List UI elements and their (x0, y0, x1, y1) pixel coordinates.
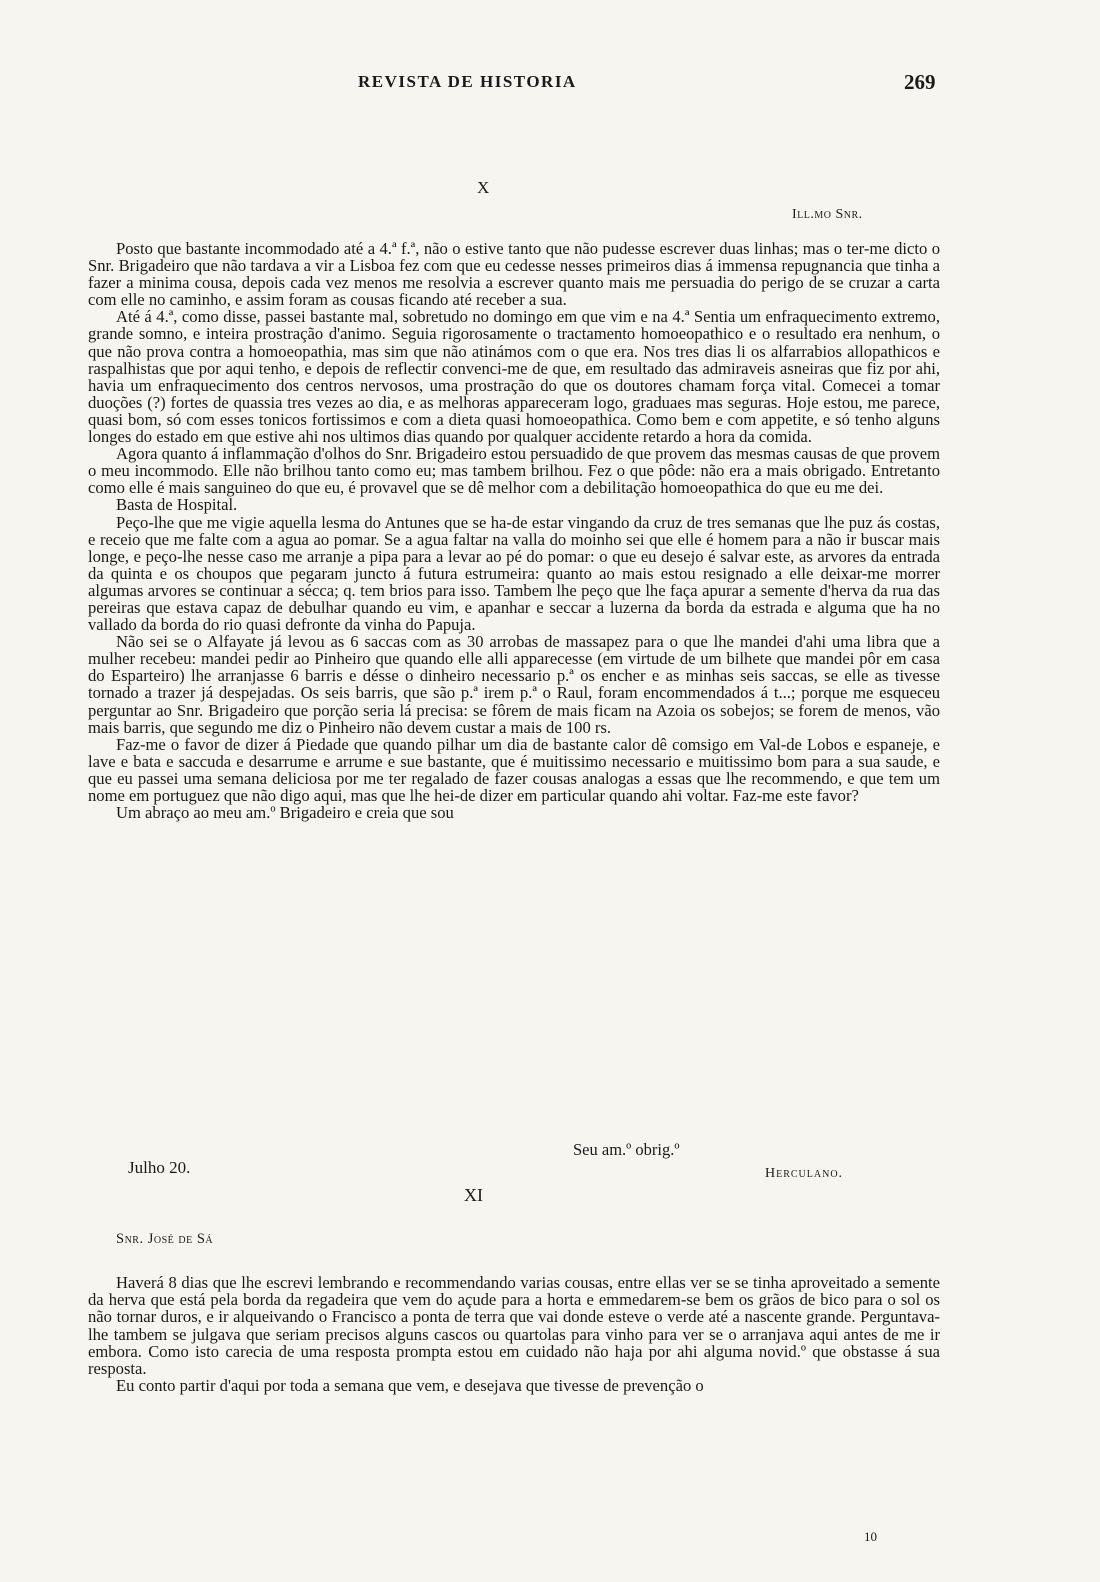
paragraph: Eu conto partir d'aqui por toda a semana que vem, e desejava que tivesse de prevenção o (116, 1376, 704, 1396)
letter-x-body (88, 240, 940, 821)
paragraph: Basta de Hospital. (116, 495, 238, 515)
letter-x-date: Julho 20. (128, 1158, 191, 1177)
printer-signature-mark: 10 (864, 1529, 877, 1544)
letter-x-salutation: Ill.mo Snr. (792, 207, 863, 222)
letter-x-signature: Herculano. (765, 1166, 844, 1181)
paragraph: Posto que bastante incommodado até a 4.ª f.ª, não o estive tanto que não pudesse escrever duas linhas; mas o ter-me dicto o Snr. Brigadeiro que não tardava a vir a Lisboa fez com que eu cedesse nesses primeiros dias á immensa repugnancia que tinha a fazer a minima cousa, depois cada vez menos me resolvia a escrever quanto mais me persuadia do perigo de se cruzar a carta com elle no caminho, e assim foram as cousas ficando até receber a sua. (88, 239, 940, 310)
paragraph: Um abraço ao meu am.º Brigadeiro e creia que sou (116, 803, 454, 823)
letter-x-signoff: Seu am.º obrig.º (573, 1140, 680, 1159)
paragraph: Peço-lhe que me vigie aquella lesma do Antunes que se ha-de estar vingando da cruz de tres semanas que lhe puz ás costas, e receio que me falte com a agua ao pomar. Se a agua faltar na valla do moinho sei que elle é homem para a não ir buscar mais longe, e peço-lhe nesse caso me arranje a pipa para a levar ao pé do pomar: o que eu desejo é salvar este, as arvores da entrada da quinta e os choupos que pegaram juncto á futura estrumeira: quanto ao mais estou resignado a elle deixar-me morrer algumas arvores se continuar a sécca; q. tem brios para isso. Tambem lhe peço que lhe faça apurar a semente d'herva da rua das pereiras que estava capaz de debulhar quando eu vim, e apanhar e seccar a luzerna da borda da estrada e alguma que ha no vallado da borda do rio quasi defronte da vinha do Papuja. (88, 512, 940, 635)
letter-x-numeral: X (477, 178, 490, 197)
paragraph: Agora quanto á inflammação d'olhos do Snr. Brigadeiro estou persuadido de que provem das mesmas causas de que provem o meu incommodo. Elle não brilhou tanto como eu; mas tambem brilhou. Fez o que pôde: não era a mais obrigado. Entretanto como elle é mais sanguineo do que eu, é provavel que se dê melhor com a debilitação homoeopathica do que eu me dei. (88, 444, 940, 498)
page-number: 269 (904, 70, 936, 94)
running-title: REVISTA DE HISTORIA (358, 72, 577, 91)
letter-xi-body (88, 1274, 940, 1394)
letter-xi-numeral: XI (464, 1185, 483, 1205)
paragraph: Até á 4.ª, como disse, passei bastante mal, sobretudo no domingo em que vim e na 4.ª Sentia um enfraquecimento extremo, grande somno, e inteira prostração d'animo. Seguia rigorosamente o tractamento homoeopathico e o resultado era nenhum, o que não prova contra a homoeopathia, mas sim que não atinámos com o que era. Nos tres dias li os alfarrabios allopathicos e raspalhistas que por aqui tenho, e depois de reflectir convenci-me de que, em resultado das admiraveis asneiras que fiz por ahi, havia um enfraquecimento dos centros nervosos, uma prostração do que os doutores chamam força vital. Comecei a tomar duoções (?) fortes de quassia tres vezes ao dia, e as melhoras appareceram logo, graduaes mas seguras. Hoje estou, me parece, quasi bom, só com esses tonicos fortissimos e com a dieta quasi homoeopathica. Como bem e com appetite, e só tenho alguns longes do estado em que estive ahi nos ultimos dias quando por qualquer accidente retardo a hora da comida. (88, 307, 940, 447)
paragraph: Não sei se o Alfayate já levou as 6 saccas com as 30 arrobas de massapez para o que lhe mandei d'ahi uma libra que a mulher recebeu: mandei pedir ao Pinheiro que quando elle alli apparecesse (em virtude de um bilhete que mandei pôr em casa do Esparteiro) lhe arranjasse 6 barris e désse o dinheiro necessario p.ª os encher e as minhas seis saccas, se elle as tivesse tornado a trazer já despejadas. Os seis barris, que são p.ª irem p.ª o Raul, foram encommendados á t...; porque me esqueceu perguntar ao Snr. Brigadeiro que porção seria lá precisa: se fôrem de mais ficam na Azoia os sobejos; se forem de menos, vão mais barris, que segundo me diz o Pinheiro não devem custar a mais de 100 rs. (88, 632, 940, 737)
paragraph: Faz-me o favor de dizer á Piedade que quando pilhar um dia de bastante calor dê comsigo em Val-de Lobos e espaneje, e lave e bata e saccuda e desarrume e arrume e sue bastante, que é muitissimo necessario e muitissimo bom para a sua saude, e que eu passei uma semana deliciosa por me ter regalado de fazer cousas analogas a essas que lhe recommendo, e que tem um nome em portuguez que não digo aqui, mas que lhe hei-de dizer em particular quando ahi voltar. Faz-me este favor? (88, 734, 940, 805)
paragraph: Haverá 8 dias que lhe escrevi lembrando e recommendando varias cousas, entre ellas ver se se tinha aproveitado a semente da herva que está pela borda da regadeira que vem do açude para a horta e emmedarem-se bem os grãos de bico para o sol os não tornar duros, e ir alqueivando o Francisco a ponta de terra que vai donde esteve o verde até a nascente grande. Perguntava-lhe tambem se julgava que seriam precisos alguns cascos ou quartolas para vinho para ver se o arranjava aqui antes de me ir embora. Como isto carecia de uma resposta prompta estou em cuidado não haja por ahi alguma novid.º que obstasse á sua resposta. (88, 1273, 940, 1379)
letter-xi-salutation: Snr. José de Sá (116, 1231, 214, 1247)
